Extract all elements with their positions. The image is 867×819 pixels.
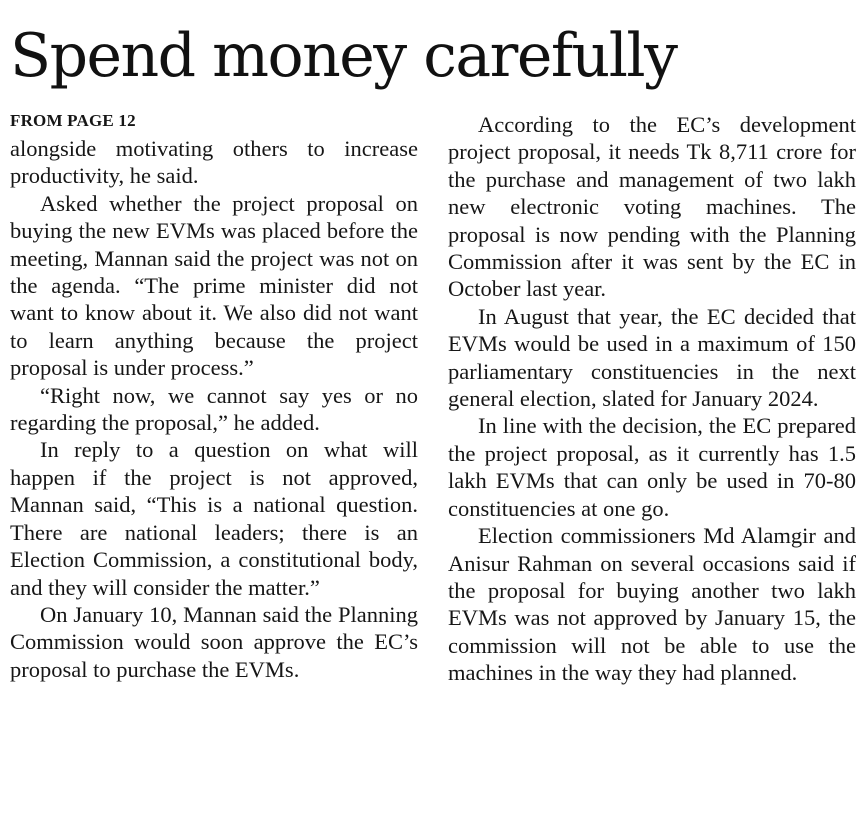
paragraph: In line with the decision, the EC prepared the project proposal, as it currently has 1.5 lakh EVMs that can only be used in 70-80 constituencies at one go. bbox=[448, 413, 856, 521]
left-column bbox=[10, 110, 418, 683]
paragraph: Election commissioners Md Alamgir and Anisur Rahman on several occasions said if the proposal for buying another two lakh EVMs was not approved by January 15, the commission will not be able to use the machines in the way they had planned. bbox=[448, 523, 856, 686]
paragraph: Asked whether the project proposal on buying the new EVMs was placed before the meeting, Mannan said the project was not on the agenda. “The prime minister did not want to know about it. We also did not want to learn anything because the project proposal is under process.” bbox=[10, 190, 418, 381]
right-column bbox=[448, 111, 856, 687]
paragraph: alongside motivating others to increase productivity, he said. bbox=[10, 136, 418, 189]
paragraph: “Right now, we cannot say yes or no regarding the proposal,” he added. bbox=[10, 382, 418, 436]
paragraph: In reply to a question on what will happen if the project is not approved, Mannan said, “This is a national question. There are national leaders; there is an Election Commission, a constitutional body, and they will consider the matter.” bbox=[10, 437, 418, 600]
headline: Spend money carefully bbox=[10, 21, 677, 91]
kicker-from-page: FROM PAGE 12 bbox=[10, 111, 136, 130]
paragraph: On January 10, Mannan said the Planning Commission would soon approve the EC’s proposal to purchase the EVMs. bbox=[10, 601, 418, 682]
paragraph: In August that year, the EC decided that EVMs would be used in a maximum of 150 parliamentary constituencies in the next general election, slated for January 2024. bbox=[448, 303, 856, 412]
paragraph: According to the EC’s development project proposal, it needs Tk 8,711 crore for the purchase and management of two lakh new electronic voting machines. The proposal is now pending with the Planning Commission after it was sent by the EC in October last year. bbox=[448, 112, 856, 302]
